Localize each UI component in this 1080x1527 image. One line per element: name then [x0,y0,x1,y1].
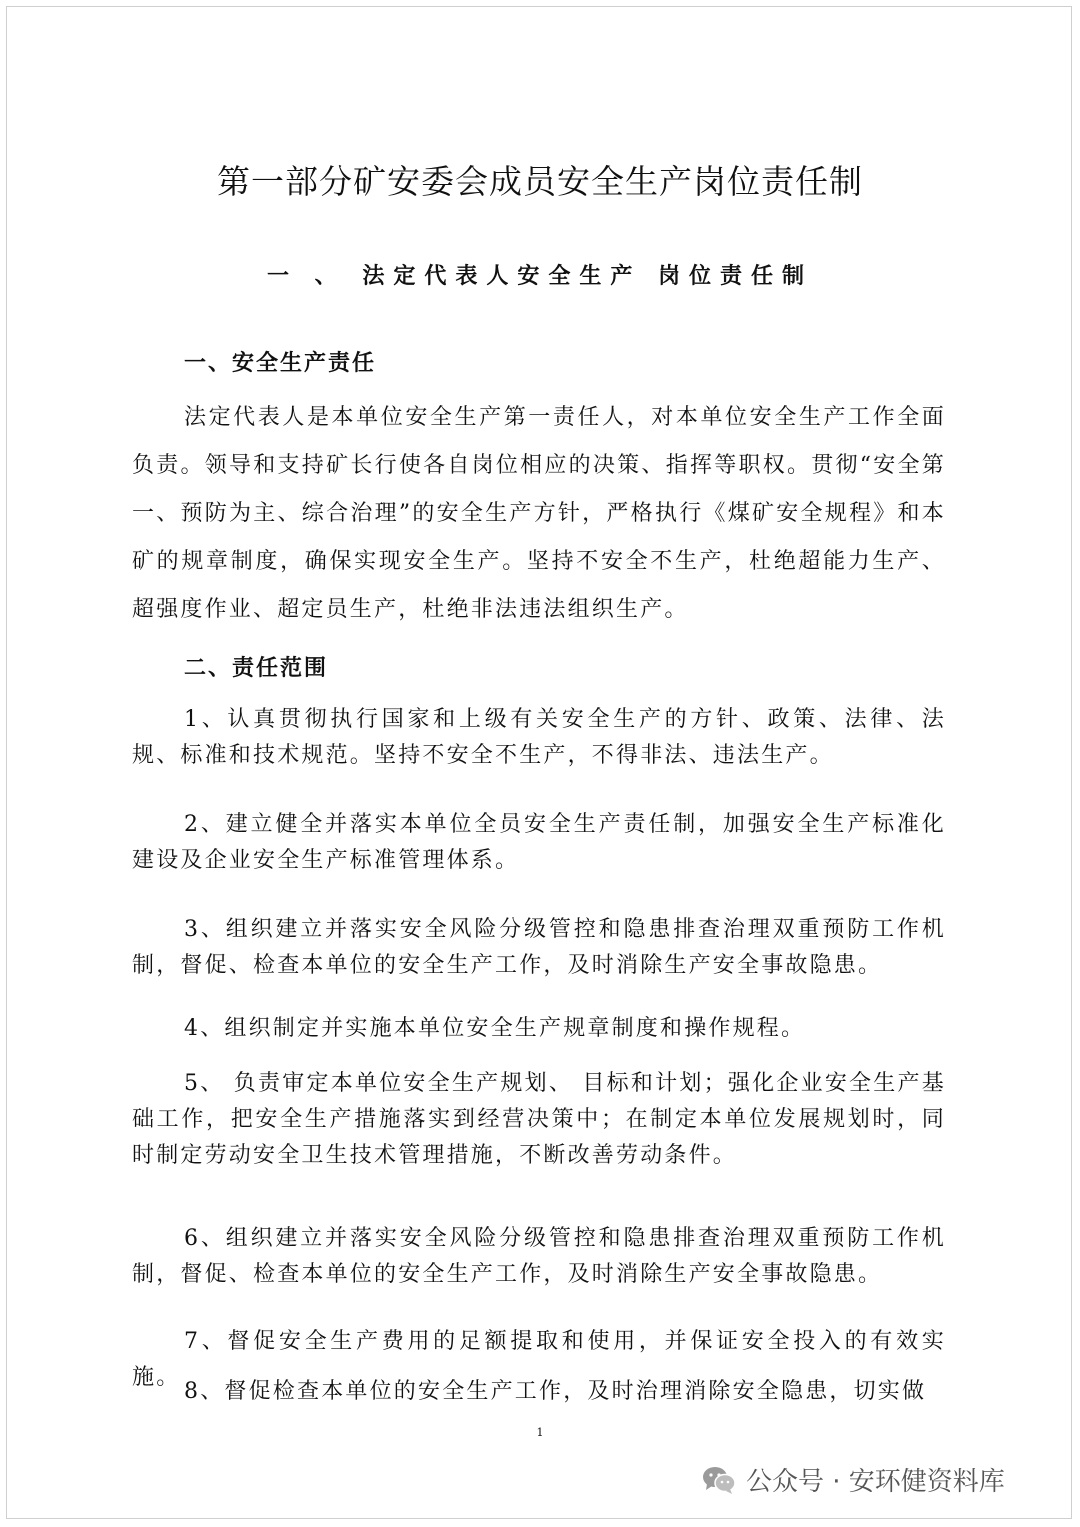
document-title: 第一部分矿安委会成员安全生产岗位责任制 [217,162,863,201]
list-item: 6、组织建立并落实安全风险分级管控和隐患排查治理双重预防工作机制，督促、检查本单位的安全生产工作，及时消除生产安全事故隐患。 [132,1226,946,1287]
list-item: 1、认真贯彻执行国家和上级有关安全生产的方针、政策、法律、法规、标准和技术规范。坚持不安全不生产，不得非法、违法生产。 [132,707,946,768]
wechat-icon [702,1465,736,1495]
list-item: 5、 负责审定本单位安全生产规划、 目标和计划；强化企业安全生产基础工作，把安全生产措施落实到经营决策中；在制定本单位发展规划时，同时制定劳动安全卫生技术管理措施，不断改善劳动条件。 [132,1071,946,1168]
watermark [702,1461,1005,1498]
list-item: 8、督促检查本单位的安全生产工作，及时治理消除安全隐患，切实做 [184,1379,927,1404]
section-heading-responsibility: 一、安全生产责任 [184,350,377,376]
section-heading-scope: 二、责任范围 [184,655,329,681]
list-item: 4、组织制定并实施本单位安全生产规章制度和操作规程。 [184,1016,806,1041]
list-item: 7、督促安全生产费用的足额提取和使用，并保证安全投入的有效实施。 [132,1329,946,1390]
list-item: 3、组织建立并落实安全风险分级管控和隐患排查治理双重预防工作机制，督促、检查本单位的安全生产工作，及时消除生产安全事故隐患。 [132,917,946,978]
list-item: 2、建立健全并落实本单位全员安全生产责任制，加强安全生产标准化建设及企业安全生产标准管理体系。 [132,812,946,873]
watermark-text: 公众号 · 安环健资料库 [746,1467,1005,1497]
responsibility-paragraph: 法定代表人是本单位安全生产第一责任人，对本单位安全生产工作全面负责。领导和支持矿长行使各自岗位相应的决策、指挥等职权。贯彻“安全第一、预防为主、综合治理”的安全生产方针，严格执行《煤矿安全规程》和本矿的规章制度，确保实现安全生产。坚持不安全不生产，杜绝超能力生产、超强度作业、超定员生产，杜绝非法违法组织生产。 [132,405,946,622]
document-subtitle: 一 、 法定代表人安全生产 岗位责任制 [267,263,813,289]
page-number: 1 [536,1426,544,1439]
